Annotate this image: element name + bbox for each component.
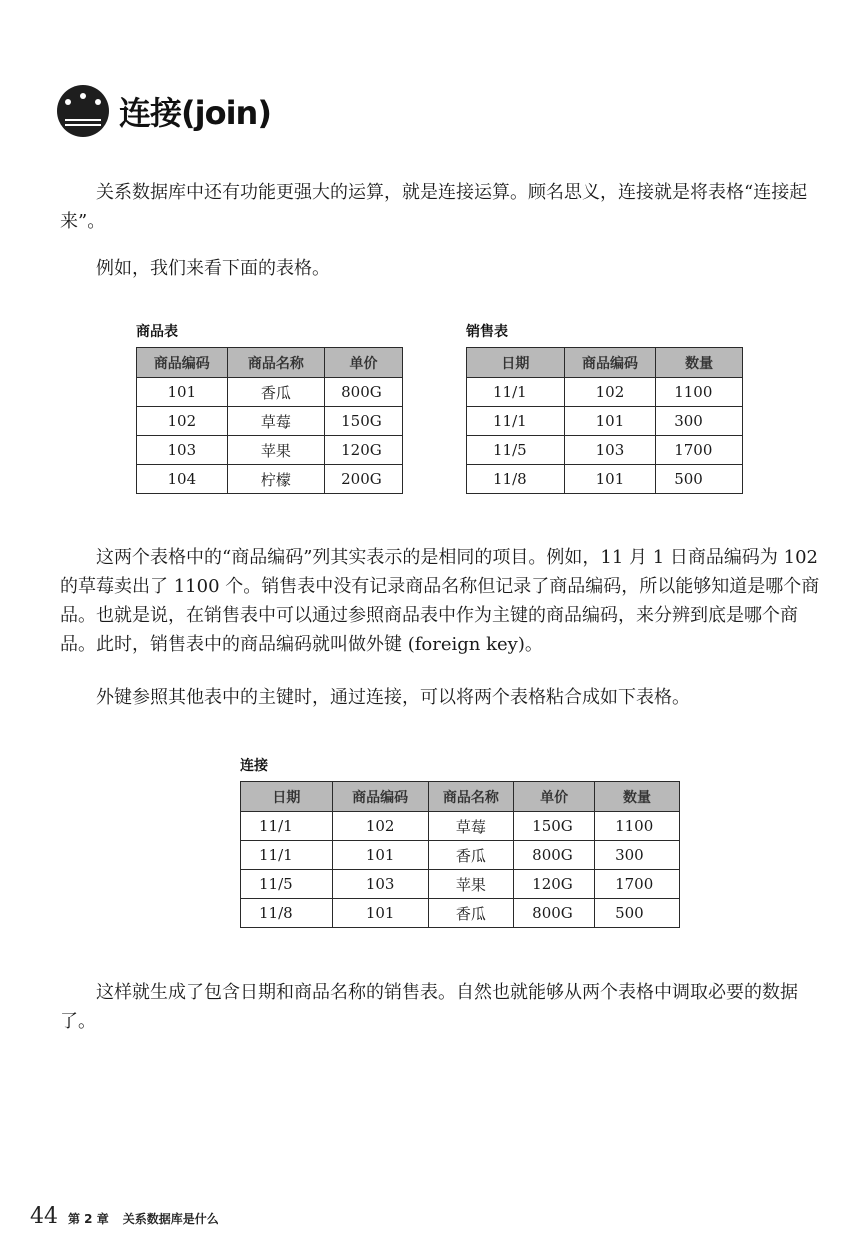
table-cell: 苹果	[428, 870, 514, 899]
table-cell: 101	[332, 841, 428, 870]
table-row	[241, 812, 680, 841]
column-header: 日期	[241, 782, 333, 812]
table-cell: 150G	[514, 812, 595, 841]
product-table	[136, 347, 403, 494]
join-table	[240, 781, 680, 928]
table-cell: 11/1	[241, 812, 333, 841]
table-row	[137, 465, 403, 494]
table-cell: 102	[137, 407, 228, 436]
crown-badge-icon	[57, 85, 109, 137]
table-cell: 11/8	[467, 465, 565, 494]
table-row	[137, 407, 403, 436]
table-row	[241, 841, 680, 870]
table-cell: 200G	[325, 465, 403, 494]
table-cell: 香瓜	[428, 841, 514, 870]
column-header: 商品编码	[564, 348, 656, 378]
column-header: 数量	[595, 782, 680, 812]
column-header: 商品名称	[227, 348, 324, 378]
chapter-title: 关系数据库是什么	[122, 1212, 219, 1226]
column-header: 数量	[656, 348, 743, 378]
table-cell: 11/5	[241, 870, 333, 899]
table-row	[467, 465, 743, 494]
table-cell: 苹果	[227, 436, 324, 465]
section-heading	[57, 83, 271, 139]
paragraph-conclusion: 这样就生成了包含日期和商品名称的销售表。自然也就能够从两个表格中调取必要的数据了。	[60, 982, 798, 1032]
table-cell: 101	[564, 465, 656, 494]
column-header: 日期	[467, 348, 565, 378]
table-cell: 1100	[656, 378, 743, 407]
table-cell: 11/1	[467, 407, 565, 436]
table-cell: 草莓	[227, 407, 324, 436]
table-cell: 500	[595, 899, 680, 928]
table-cell: 300	[595, 841, 680, 870]
table-cell: 102	[564, 378, 656, 407]
table-cell: 150G	[325, 407, 403, 436]
paragraph-example: 例如，我们来看下面的表格。	[96, 258, 330, 279]
table-cell: 120G	[514, 870, 595, 899]
paragraph-join-desc: 外键参照其他表中的主键时，通过连接，可以将两个表格粘合成如下表格。	[96, 687, 690, 708]
table-row	[137, 436, 403, 465]
column-header: 商品编码	[137, 348, 228, 378]
table-cell: 11/5	[467, 436, 565, 465]
table-header-row	[137, 348, 403, 378]
paragraph-foreign-key: 这两个表格中的“商品编码”列其实表示的是相同的项目。例如，11 月 1 日商品编码为 102 的草莓卖出了 1100 个。销售表中没有记录商品名称但记录了商品编码，所以能够知道是哪个商品。也就是说，在销售表中可以通过参照商品表中作为主键的商品编码，来分辨到底是哪个商品。此时，销售表中的商品编码就叫做外键 (foreign key)。	[60, 547, 820, 655]
table-cell: 11/1	[467, 378, 565, 407]
table-header-row	[241, 782, 680, 812]
join-table-caption: 连接	[240, 758, 268, 774]
paragraph-intro: 关系数据库中还有功能更强大的运算，就是连接运算。顾名思义，连接就是将表格“连接起来”。	[60, 182, 808, 232]
page-number: 44	[30, 1204, 58, 1229]
table-cell: 11/8	[241, 899, 333, 928]
table-cell: 101	[332, 899, 428, 928]
table-row	[467, 378, 743, 407]
table-row	[467, 436, 743, 465]
chapter-number: 第 2 章	[68, 1212, 109, 1226]
table-cell: 1100	[595, 812, 680, 841]
table-cell: 800G	[514, 899, 595, 928]
table-cell: 103	[332, 870, 428, 899]
column-header: 单价	[514, 782, 595, 812]
table-cell: 1700	[656, 436, 743, 465]
table-cell: 103	[137, 436, 228, 465]
table-cell: 101	[564, 407, 656, 436]
table-cell: 800G	[325, 378, 403, 407]
sales-table-caption: 销售表	[466, 324, 508, 340]
table-row	[241, 899, 680, 928]
table-cell: 101	[137, 378, 228, 407]
column-header: 商品编码	[332, 782, 428, 812]
table-cell: 800G	[514, 841, 595, 870]
table-row	[467, 407, 743, 436]
table-cell: 柠檬	[227, 465, 324, 494]
table-cell: 300	[656, 407, 743, 436]
table-cell: 500	[656, 465, 743, 494]
product-table-caption: 商品表	[136, 324, 178, 340]
table-cell: 香瓜	[428, 899, 514, 928]
sales-table	[466, 347, 743, 494]
table-cell: 104	[137, 465, 228, 494]
table-cell: 103	[564, 436, 656, 465]
table-cell: 香瓜	[227, 378, 324, 407]
table-row	[241, 870, 680, 899]
column-header: 单价	[325, 348, 403, 378]
table-header-row	[467, 348, 743, 378]
table-row	[137, 378, 403, 407]
table-cell: 102	[332, 812, 428, 841]
table-cell: 草莓	[428, 812, 514, 841]
table-cell: 120G	[325, 436, 403, 465]
table-cell: 11/1	[241, 841, 333, 870]
table-cell: 1700	[595, 870, 680, 899]
section-title: 连接(join)	[119, 94, 271, 132]
page-footer	[30, 1204, 219, 1229]
column-header: 商品名称	[428, 782, 514, 812]
